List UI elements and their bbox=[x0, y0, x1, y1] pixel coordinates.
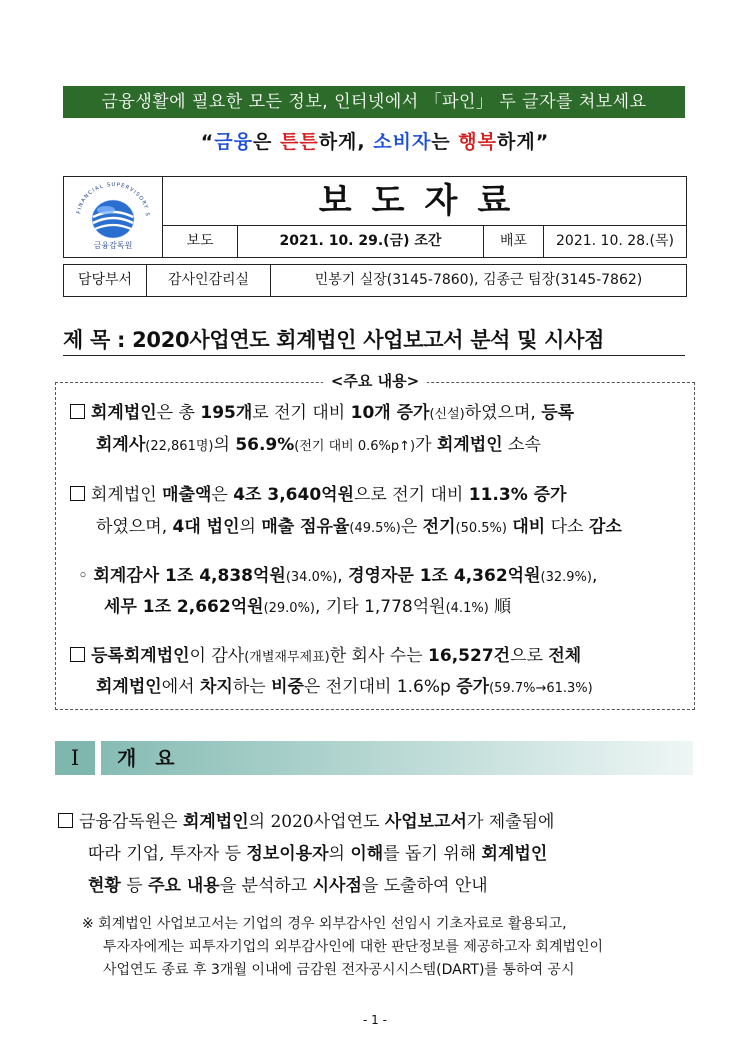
distribution-date: 2021. 10. 28.(목) bbox=[556, 233, 674, 249]
overview-line-1 bbox=[58, 806, 554, 839]
press-info-row bbox=[163, 226, 686, 257]
text-bold: 경영자문 1조 4,362억원 bbox=[348, 566, 541, 586]
slogan-word-happy: 행복 bbox=[458, 131, 497, 153]
text-bold: 매출액 bbox=[162, 485, 212, 505]
summary-item-3-line-1 bbox=[78, 561, 597, 593]
slogan-text: 하게 bbox=[497, 131, 536, 153]
text-bold: 56.9% bbox=[235, 435, 295, 455]
summary-item-1-line-1 bbox=[70, 398, 574, 430]
section-title: 개 요 bbox=[101, 741, 693, 775]
text: 금융감독원은 bbox=[79, 812, 183, 832]
text: 따라 기업, 투자자 등 bbox=[88, 844, 247, 864]
text-bold: 회계감사 1조 4,838억원 bbox=[93, 566, 286, 586]
overview-line-3 bbox=[88, 870, 488, 903]
text-bold: 주요 내용 bbox=[148, 876, 220, 896]
text: 을 도출하여 안내 bbox=[361, 876, 488, 896]
text-bold: 차지 bbox=[199, 677, 233, 697]
text-bold: 대비 bbox=[512, 517, 546, 537]
slogan-text: 는 bbox=[431, 131, 459, 153]
fss-emblem-icon bbox=[64, 177, 162, 257]
summary-item-4-line-1 bbox=[70, 641, 581, 673]
text: 다소 bbox=[545, 517, 589, 537]
text: 에서 bbox=[161, 677, 200, 697]
checkbox-square-icon bbox=[58, 813, 73, 828]
text-bold: 현황 bbox=[88, 876, 121, 896]
text: 의 2020사업연도 bbox=[248, 812, 385, 832]
text-small: (신설) bbox=[429, 407, 465, 422]
summary-item-4-line-2 bbox=[96, 672, 593, 704]
text-bold: 등록회계법인 bbox=[91, 646, 190, 666]
text: 등 bbox=[120, 876, 149, 896]
text-small: (50.5%) bbox=[455, 521, 507, 536]
checkbox-square-icon bbox=[70, 647, 85, 662]
slogan-text: 하게, bbox=[318, 131, 374, 153]
logo-ring-text: FINANCIAL SUPERVISORY S bbox=[76, 181, 151, 218]
overview-line-2 bbox=[88, 838, 547, 871]
text-bold: 이해 bbox=[350, 844, 384, 864]
note-line-2: 투자자에게는 피투자기업의 외부감사인에 대한 판단정보를 제공하고자 회계법인이 bbox=[103, 939, 604, 955]
text-bold: 전기 bbox=[422, 517, 456, 537]
checkbox-square-icon bbox=[70, 486, 85, 501]
text-small: (59.7%→61.3%) bbox=[489, 681, 593, 696]
text: 의 bbox=[328, 844, 351, 864]
report-label: 보도 bbox=[163, 226, 238, 257]
slogan-word-strong: 튼튼 bbox=[279, 131, 319, 153]
department-contacts: 민봉기 실장(3145-7860), 김종근 팀장(3145-7862) bbox=[314, 272, 643, 288]
slogan-quote-open: “ bbox=[200, 131, 215, 153]
text: 은 총 bbox=[156, 403, 201, 423]
text-bold: 회계법인 bbox=[436, 435, 503, 455]
text-small: (4.1%) bbox=[445, 601, 489, 616]
text-bold: 4대 법인 bbox=[172, 517, 240, 537]
text-small: (29.0%) bbox=[263, 601, 316, 616]
text-small: (개별재무제표) bbox=[244, 650, 330, 665]
text: 로 전기 대비 bbox=[252, 403, 351, 423]
summary-item-2-line-1 bbox=[70, 480, 567, 511]
text-small: (32.9%) bbox=[540, 570, 592, 585]
text: 으로 전기 대비 bbox=[354, 485, 469, 505]
checkbox-square-icon bbox=[70, 404, 85, 419]
text-bold: 전체 bbox=[548, 646, 582, 666]
text-bold: 회계사 bbox=[96, 435, 146, 455]
text-bold: 회계법인 bbox=[182, 812, 249, 832]
text: 가 제출됨에 bbox=[466, 812, 555, 832]
text: , 기타 1,778억원 bbox=[315, 597, 446, 617]
text: 順 bbox=[488, 597, 512, 617]
text-bold: 등록 bbox=[541, 403, 575, 423]
text-small: (전기 대비 0.6%p↑) bbox=[294, 439, 416, 454]
report-date: 2021. 10. 29.(금) 조간 bbox=[238, 226, 484, 257]
department-row bbox=[63, 264, 687, 297]
slogan-word-finance: 금융 bbox=[214, 131, 253, 153]
text-bold: 시사점 bbox=[312, 876, 362, 896]
press-title: 보도자료 bbox=[163, 177, 686, 226]
summary-title-text: <주요 내용> bbox=[323, 372, 427, 390]
text: , bbox=[337, 566, 349, 586]
text-bold: 4조 3,640억원 bbox=[233, 485, 354, 505]
bullet: ◦ bbox=[78, 566, 94, 586]
text: 가 bbox=[415, 435, 437, 455]
text: 를 돕기 위해 bbox=[383, 844, 482, 864]
text: 은 전기대비 1.6%p bbox=[303, 677, 457, 697]
department-name: 감사인감리실 bbox=[147, 265, 271, 296]
text: 한 회사 수는 bbox=[329, 646, 429, 666]
slogan-word-consumer: 소비자 bbox=[373, 131, 432, 153]
text: 으로 bbox=[510, 646, 549, 666]
text-bold: 회계법인 bbox=[96, 677, 162, 697]
text: 하였으며, bbox=[464, 403, 542, 423]
text-bold: 비중 bbox=[271, 677, 304, 697]
text: 의 bbox=[213, 435, 236, 455]
text-bold: 증가 bbox=[456, 677, 490, 697]
text: 의 bbox=[239, 517, 262, 537]
text-bold: 회계법인 bbox=[481, 844, 548, 864]
text-bold: 정보이용자 bbox=[246, 844, 329, 864]
text: 이 감사 bbox=[189, 646, 245, 666]
note-line-3: 사업연도 종료 후 3개월 이내에 금감원 전자공시시스템(DART)를 통하여 공시 bbox=[103, 962, 575, 978]
text: 을 분석하고 bbox=[219, 876, 313, 896]
text: 회계법인 bbox=[91, 485, 163, 505]
press-release-header bbox=[63, 176, 687, 258]
text: 은 bbox=[211, 485, 234, 505]
text-bold: 10개 증가 bbox=[350, 403, 430, 423]
fss-logo bbox=[64, 177, 163, 257]
text-small: (34.0%) bbox=[285, 570, 338, 585]
page-number: - 1 - bbox=[363, 1013, 387, 1027]
text-bold: 감소 bbox=[588, 517, 622, 537]
text-bold: 매출 점유율 bbox=[261, 517, 350, 537]
text-small: (22,861명) bbox=[145, 439, 214, 454]
distribution-label: 배포 bbox=[484, 226, 544, 257]
text-bold: 16,527건 bbox=[428, 646, 511, 666]
text-bold: 사업보고서 bbox=[384, 812, 467, 832]
text-small: (49.5%) bbox=[349, 521, 401, 536]
slogan bbox=[0, 127, 750, 154]
department-label: 담당부서 bbox=[64, 265, 147, 296]
section-number: Ⅰ bbox=[55, 741, 95, 775]
slogan-text: 은 bbox=[252, 131, 280, 153]
summary-item-3-line-2 bbox=[104, 592, 511, 624]
text: 소속 bbox=[502, 435, 541, 455]
text: , bbox=[591, 566, 598, 586]
top-banner: 금융생활에 필요한 모든 정보, 인터넷에서 「파인」 두 글자를 쳐보세요 bbox=[63, 86, 685, 118]
summary-item-1-line-2 bbox=[96, 430, 541, 462]
subject-title: 제 목 : 2020사업연도 회계법인 사업보고서 분석 및 시사점 bbox=[63, 325, 685, 356]
text: 은 bbox=[400, 517, 423, 537]
summary-title bbox=[0, 370, 750, 391]
text-bold: 회계법인 bbox=[91, 403, 157, 423]
text: 하였으며, bbox=[96, 517, 173, 537]
text-bold: 세무 1조 2,662억원 bbox=[104, 597, 264, 617]
summary-item-2-line-2 bbox=[96, 512, 622, 544]
text-bold: 195개 bbox=[200, 403, 253, 423]
logo-caption: 금융감독원 bbox=[93, 241, 133, 250]
text-bold: 11.3% 증가 bbox=[468, 485, 567, 505]
note-line-1: ※ 회계법인 사업보고서는 기업의 경우 외부감사인 선임시 기초자료로 활용되고, bbox=[82, 916, 567, 932]
slogan-quote-close: ” bbox=[535, 131, 550, 153]
text: 하는 bbox=[232, 677, 272, 697]
